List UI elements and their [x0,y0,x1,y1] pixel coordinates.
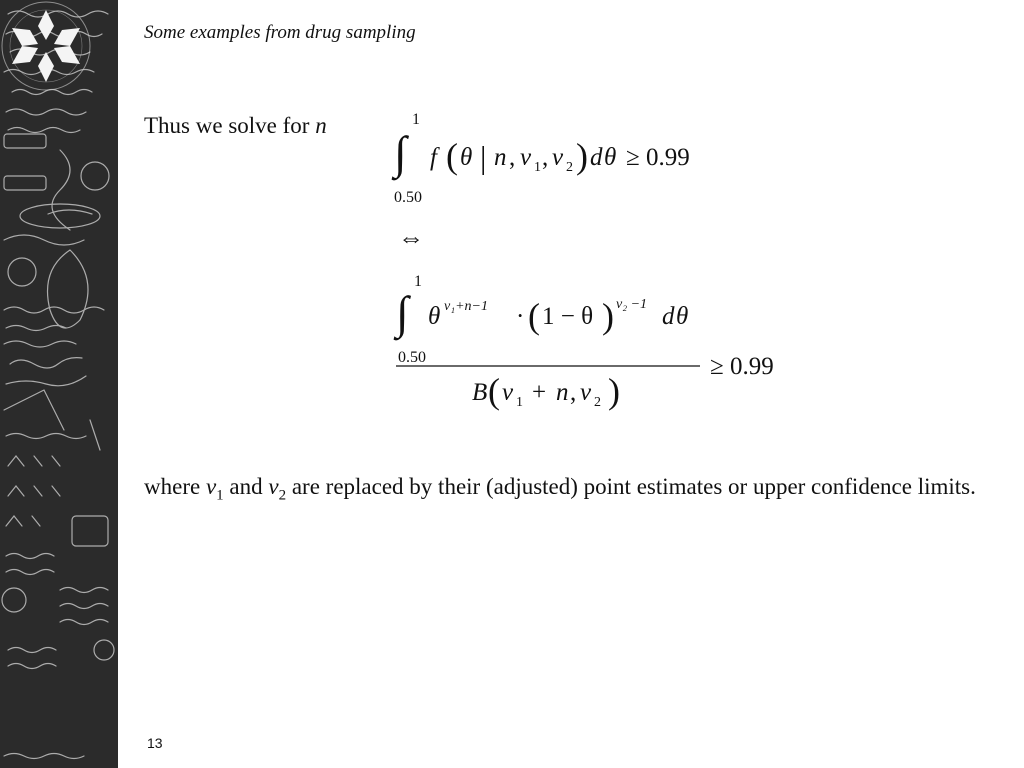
nu1-symbol: ν [205,474,217,499]
nu1-sub-2: 1 [516,395,523,410]
open-paren-1: ( [446,136,458,176]
conditional-bar: | [480,139,487,175]
integral-sign-1: ∫ [394,127,407,178]
chalkboard-sidebar [0,0,118,768]
university-seal-icon [0,0,92,92]
iff-symbol: ⇔ [398,223,424,252]
open-paren-3: ( [488,371,500,411]
theta-4: θ [676,303,689,330]
one-minus-theta: 1 − θ [542,303,594,330]
where-word: where [144,474,206,499]
explanation-rest: are replaced by their (adjusted) point estimates or upper confidence limits. [286,474,976,499]
exponent-1: ν₁+n−1 [444,299,488,314]
close-paren-2: ) [602,296,614,336]
comma-1: , [509,144,516,171]
integral-sign-2: ∫ [396,287,409,338]
nu1-sub-1: 1 [534,160,541,175]
theta-3: θ [428,303,441,330]
theta-2: θ [604,144,617,171]
close-paren-1: ) [576,136,588,176]
equation-block [380,98,820,418]
beta-function: B [472,379,488,406]
nu2-sub-2: 2 [594,395,601,410]
comma-3: , [570,379,577,406]
geq-1: ≥ 0.99 [626,144,690,171]
nu2-sub-1: 2 [566,160,573,175]
nu1-subscript: 1 [216,487,224,504]
d-2: d [662,303,675,330]
nu1-2: ν [502,379,514,406]
nu2-1: ν [552,144,564,171]
close-paren-3: ) [608,371,620,411]
slide-subtitle: Some examples from drug sampling [144,22,416,43]
lower-limit-1: 0.50 [394,189,422,206]
lead-text-label: Thus we solve for [144,113,316,138]
nu1-1: ν [520,144,532,171]
nu2-subscript: 2 [278,487,287,504]
theta-1: θ [460,144,473,171]
comma-2: , [542,144,549,171]
nu2-2: ν [580,379,592,406]
upper-limit-2: 1 [414,273,422,290]
page-number: 13 [147,735,163,751]
function-f: f [430,144,437,171]
lead-text [144,113,327,139]
dot-operator: · [516,303,525,330]
n-2: n [556,379,569,406]
exponent-2: ν₂ −1 [616,297,648,312]
nu2-symbol: ν [268,474,279,499]
upper-limit-1: 1 [412,111,420,128]
lower-limit-2: 0.50 [398,349,426,366]
n-1: n [494,144,507,171]
open-paren-2: ( [528,296,540,336]
lead-variable: n [315,113,327,138]
explanation-paragraph [144,470,994,513]
d-1: d [590,144,603,171]
plus-operator: + [532,379,547,406]
geq-2: ≥ 0.99 [710,353,774,380]
and-word: and [223,474,269,499]
chalk-scribbles [0,0,118,768]
